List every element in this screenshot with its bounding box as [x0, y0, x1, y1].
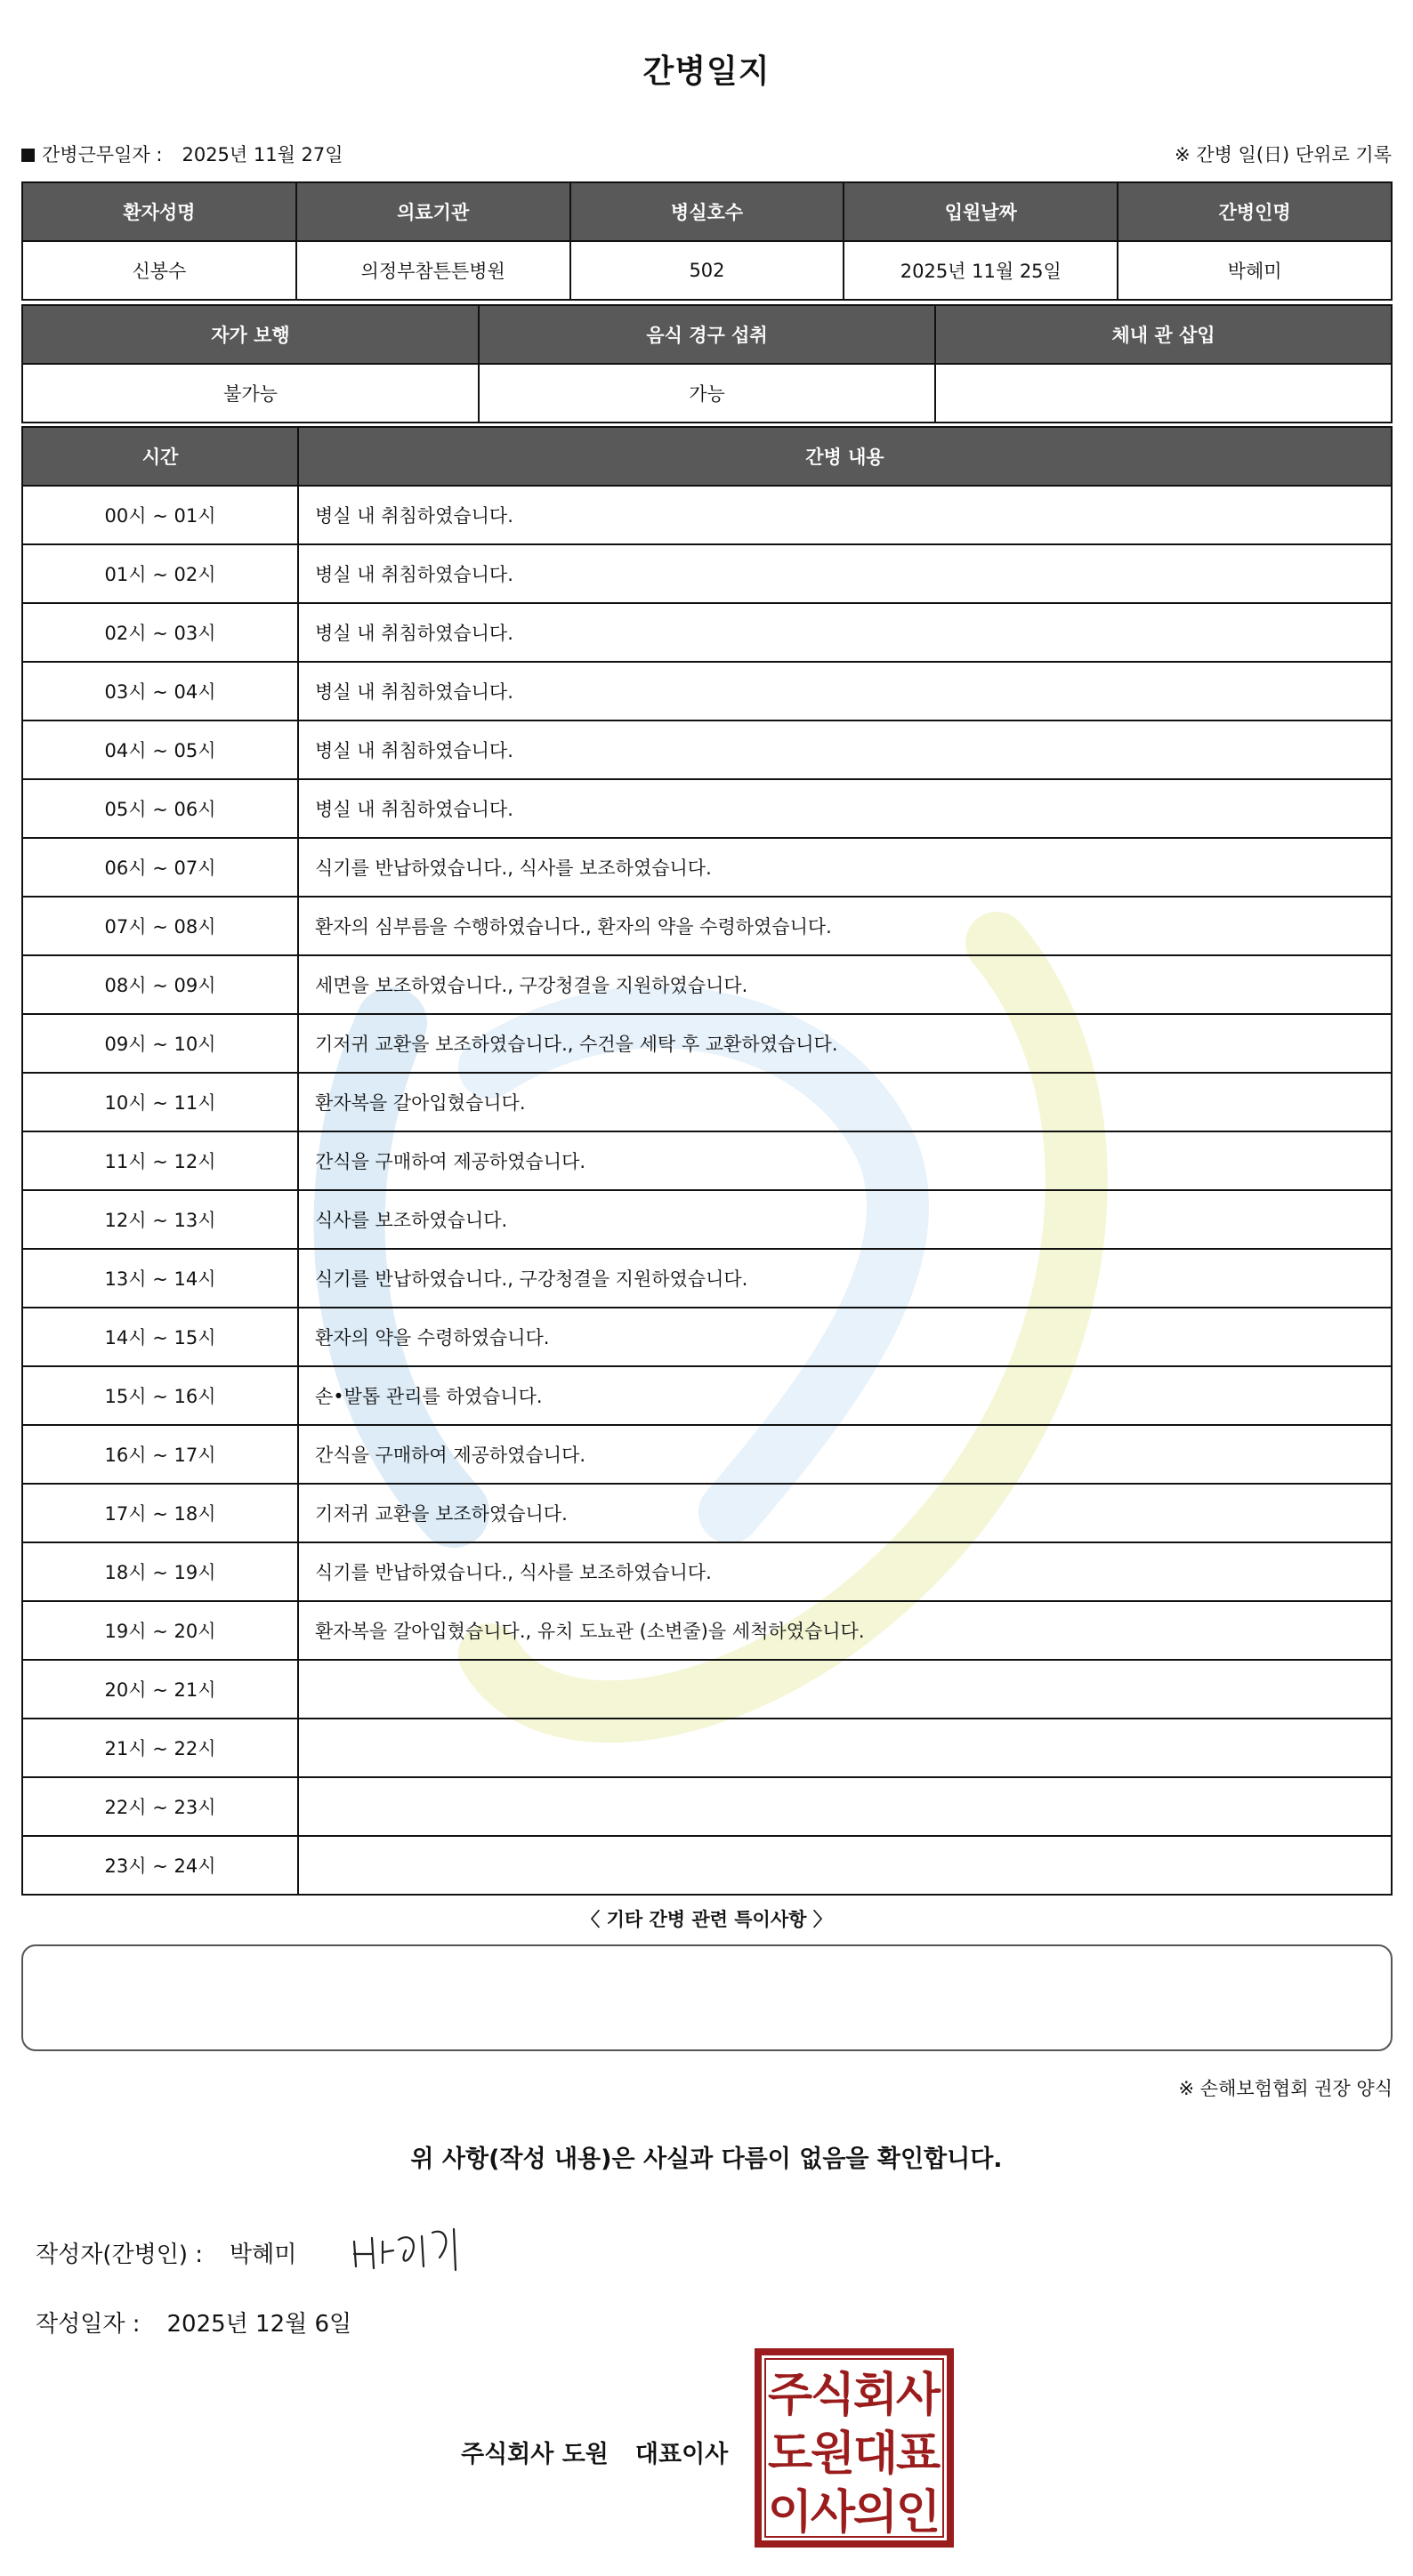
column-header: 병실호수 [570, 182, 844, 241]
care-content [298, 1836, 1392, 1895]
company-signoff [461, 2435, 728, 2469]
caregiver-name: 박혜미 [1118, 241, 1392, 300]
table-row [22, 1425, 1392, 1484]
work-date-label: 간병근무일자 : [42, 144, 163, 165]
column-header: 간병 내용 [298, 427, 1392, 486]
care-content: 병실 내 취침하였습니다. [298, 779, 1392, 838]
write-date-line [36, 2306, 351, 2339]
time-slot: 16시 ~ 17시 [22, 1425, 298, 1484]
care-content: 식기를 반납하였습니다., 식사를 보조하였습니다. [298, 838, 1392, 897]
care-content: 식기를 반납하였습니다., 구강청결을 지원하였습니다. [298, 1249, 1392, 1308]
column-header: 의료기관 [296, 182, 570, 241]
time-slot: 10시 ~ 11시 [22, 1073, 298, 1131]
writer-line [36, 2236, 296, 2269]
time-slot: 20시 ~ 21시 [22, 1660, 298, 1719]
column-header: 자가 보행 [22, 305, 479, 364]
table-row [22, 1601, 1392, 1660]
table-row [22, 897, 1392, 955]
care-content: 세면을 보조하였습니다., 구강청결을 지원하였습니다. [298, 955, 1392, 1014]
column-header: 환자성명 [22, 182, 296, 241]
care-content: 기저귀 교환을 보조하였습니다., 수건을 세탁 후 교환하였습니다. [298, 1014, 1392, 1073]
seal-character: 주 [767, 2369, 813, 2422]
patient-info-table [21, 181, 1393, 301]
table-row [22, 720, 1392, 779]
write-date-value: 2025년 12월 6일 [166, 2311, 352, 2338]
table-row [22, 955, 1392, 1014]
column-header: 간병인명 [1118, 182, 1392, 241]
notes-title: 〈 기타 간병 관련 특이사항 〉 [581, 1909, 832, 1930]
time-slot: 21시 ~ 22시 [22, 1719, 298, 1777]
care-content: 간식을 구매하여 제공하였습니다. [298, 1425, 1392, 1484]
care-content: 병실 내 취침하였습니다. [298, 603, 1392, 662]
room-number: 502 [570, 241, 844, 300]
care-content: 식기를 반납하였습니다., 식사를 보조하였습니다. [298, 1542, 1392, 1601]
care-log-rows [22, 486, 1392, 1895]
time-slot: 11시 ~ 12시 [22, 1131, 298, 1190]
table-row [22, 1366, 1392, 1425]
seal-character: 의 [852, 2486, 899, 2540]
care-content: 환자복을 갈아입혔습니다. [298, 1073, 1392, 1131]
confirmation-statement: 위 사항(작성 내용)은 사실과 다름이 없음을 확인합니다. [410, 2145, 1003, 2173]
work-date-row [21, 141, 1392, 167]
time-slot: 15시 ~ 16시 [22, 1366, 298, 1425]
time-slot: 13시 ~ 14시 [22, 1249, 298, 1308]
record-unit-note: ※ 간병 일(日) 단위로 기록 [1175, 144, 1392, 165]
seal-character: 식 [810, 2369, 856, 2422]
table-row [22, 662, 1392, 720]
time-slot: 04시 ~ 05시 [22, 720, 298, 779]
ceo-title: 대표이사 [634, 2441, 729, 2468]
self-walking-value: 불가능 [22, 364, 479, 423]
seal-character: 대 [852, 2427, 899, 2481]
table-row [22, 1660, 1392, 1719]
time-slot: 00시 ~ 01시 [22, 486, 298, 544]
time-slot: 19시 ~ 20시 [22, 1601, 298, 1660]
table-row [22, 1014, 1392, 1073]
time-slot: 17시 ~ 18시 [22, 1484, 298, 1542]
work-date [21, 141, 343, 167]
care-content: 손•발톱 관리를 하였습니다. [298, 1366, 1392, 1425]
time-slot: 01시 ~ 02시 [22, 544, 298, 603]
seal-character: 도 [767, 2427, 813, 2481]
seal-character: 회 [852, 2369, 899, 2422]
square-bullet-icon [21, 149, 35, 162]
column-header: 체내 관 삽입 [935, 305, 1392, 364]
table-row [22, 1719, 1392, 1777]
care-content [298, 1777, 1392, 1836]
table-row [22, 779, 1392, 838]
care-content: 간식을 구매하여 제공하였습니다. [298, 1131, 1392, 1190]
table-row [22, 1249, 1392, 1308]
table-row [22, 838, 1392, 897]
writer-label: 작성자(간병인) : [36, 2242, 204, 2268]
care-content: 식사를 보조하였습니다. [298, 1190, 1392, 1249]
table-row [22, 241, 1392, 300]
seal-character: 표 [895, 2427, 941, 2481]
table-row [22, 1131, 1392, 1190]
care-log-table [21, 426, 1393, 1896]
admission-date: 2025년 11월 25일 [844, 241, 1118, 300]
care-content: 병실 내 취침하였습니다. [298, 662, 1392, 720]
tube-insertion-value [935, 364, 1392, 423]
time-slot: 12시 ~ 13시 [22, 1190, 298, 1249]
table-row [22, 1777, 1392, 1836]
seal-character: 원 [810, 2427, 856, 2481]
table-row [22, 1190, 1392, 1249]
care-content [298, 1719, 1392, 1777]
table-row [22, 1308, 1392, 1366]
time-slot: 05시 ~ 06시 [22, 779, 298, 838]
care-content: 병실 내 취침하였습니다. [298, 720, 1392, 779]
time-slot: 06시 ~ 07시 [22, 838, 298, 897]
table-row [22, 1073, 1392, 1131]
column-header: 시간 [22, 427, 298, 486]
care-content: 병실 내 취침하였습니다. [298, 544, 1392, 603]
seal-character: 인 [895, 2486, 941, 2540]
special-notes-box [21, 1944, 1393, 2051]
column-header: 입원날짜 [844, 182, 1118, 241]
care-content: 환자의 심부름을 수행하였습니다., 환자의 약을 수령하였습니다. [298, 897, 1392, 955]
time-slot: 03시 ~ 04시 [22, 662, 298, 720]
seal-character: 이 [767, 2486, 813, 2540]
care-content: 기저귀 교환을 보조하였습니다. [298, 1484, 1392, 1542]
table-row [22, 364, 1392, 423]
patient-status-table [21, 304, 1393, 423]
handwritten-signature [347, 2215, 480, 2286]
care-content [298, 1660, 1392, 1719]
table-row [22, 1542, 1392, 1601]
recommended-form-note: ※ 손해보험협회 권장 양식 [1178, 2078, 1393, 2099]
care-content: 병실 내 취침하였습니다. [298, 486, 1392, 544]
document-title: 간병일지 [642, 53, 771, 90]
table-row [22, 1484, 1392, 1542]
work-date-value: 2025년 11월 27일 [182, 144, 343, 165]
patient-name: 신봉수 [22, 241, 296, 300]
care-content: 환자의 약을 수령하였습니다. [298, 1308, 1392, 1366]
table-row [22, 544, 1392, 603]
time-slot: 18시 ~ 19시 [22, 1542, 298, 1601]
seal-character: 사 [810, 2486, 856, 2540]
oral-intake-value: 가능 [479, 364, 935, 423]
time-slot: 14시 ~ 15시 [22, 1308, 298, 1366]
time-slot: 07시 ~ 08시 [22, 897, 298, 955]
column-header: 음식 경구 섭취 [479, 305, 935, 364]
table-row [22, 486, 1392, 544]
writer-name: 박혜미 [230, 2242, 297, 2268]
time-slot: 23시 ~ 24시 [22, 1836, 298, 1895]
table-row [22, 1836, 1392, 1895]
time-slot: 08시 ~ 09시 [22, 955, 298, 1014]
medical-institution: 의정부참튼튼병원 [296, 241, 570, 300]
time-slot: 09시 ~ 10시 [22, 1014, 298, 1073]
write-date-label: 작성일자 : [36, 2311, 141, 2338]
time-slot: 02시 ~ 03시 [22, 603, 298, 662]
table-row [22, 603, 1392, 662]
company-name: 주식회사 도원 [461, 2441, 609, 2468]
care-content: 환자복을 갈아입혔습니다., 유치 도뇨관 (소변줄)을 세척하였습니다. [298, 1601, 1392, 1660]
time-slot: 22시 ~ 23시 [22, 1777, 298, 1836]
company-seal-stamp [755, 2348, 954, 2548]
seal-character: 사 [895, 2369, 941, 2422]
